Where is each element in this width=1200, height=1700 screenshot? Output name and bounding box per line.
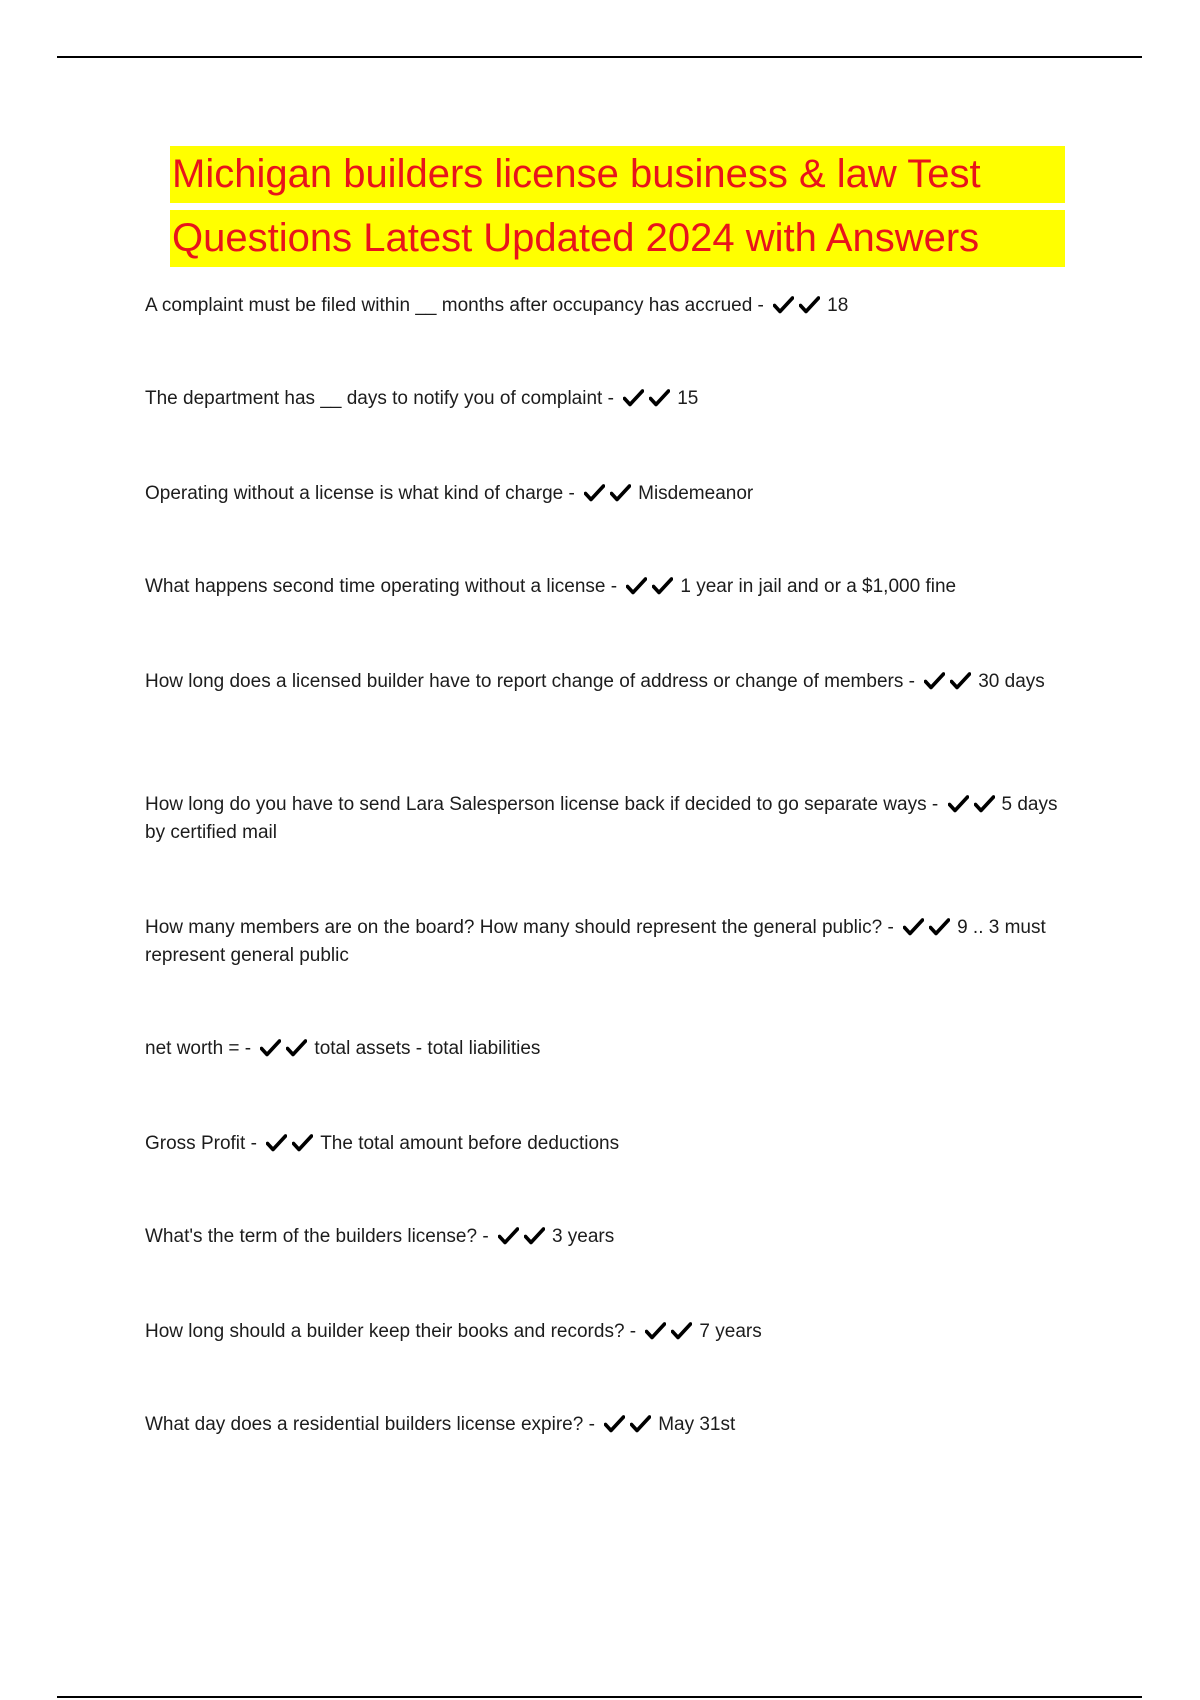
qa-item xyxy=(145,1130,1075,1158)
qa-item xyxy=(145,480,1075,508)
question-text: How long does a licensed builder have to report change of address or change of members - xyxy=(145,671,915,692)
answer-text: 15 xyxy=(677,388,699,409)
qa-item xyxy=(145,1223,1075,1251)
double-checkmark-icon xyxy=(584,480,636,508)
double-checkmark-icon xyxy=(260,1035,312,1063)
double-checkmark-icon xyxy=(645,1318,697,1346)
question-text: The department has __ days to notify you of complaint - xyxy=(145,388,614,409)
double-checkmark-icon xyxy=(924,668,976,696)
qa-item xyxy=(145,1411,1075,1439)
answer-text: 7 years xyxy=(699,1321,762,1342)
title-line-1: Michigan builders license business & law Test xyxy=(170,146,1065,203)
answer-text: 18 xyxy=(827,295,849,316)
question-text: net worth = - xyxy=(145,1038,252,1059)
answer-text: 1 year in jail and or a $1,000 fine xyxy=(680,576,957,597)
double-checkmark-icon xyxy=(773,292,825,320)
answer-text: Misdemeanor xyxy=(638,483,754,504)
qa-item xyxy=(145,668,1075,696)
answer-text: 5 days by certified mail xyxy=(145,794,1058,843)
document-title xyxy=(170,146,1065,274)
question-text: What happens second time operating without a license - xyxy=(145,576,618,597)
answer-text: The total amount before deductions xyxy=(320,1133,620,1154)
answer-text: total assets - total liabilities xyxy=(314,1038,541,1059)
question-text: A complaint must be filed within __ months after occupancy has accrued - xyxy=(145,295,764,316)
question-text: Operating without a license is what kind of charge - xyxy=(145,483,575,504)
qa-item xyxy=(145,1318,1075,1346)
double-checkmark-icon xyxy=(626,573,678,601)
double-checkmark-icon xyxy=(498,1223,550,1251)
answer-text: 9 .. 3 must represent general public xyxy=(145,917,1046,966)
question-text: How long should a builder keep their books and records? - xyxy=(145,1321,637,1342)
answer-text: 30 days xyxy=(978,671,1045,692)
question-text: How long do you have to send Lara Salesperson license back if decided to go separate ways - xyxy=(145,794,939,815)
qa-item xyxy=(145,292,1075,320)
qa-item xyxy=(145,385,1075,413)
question-text: What's the term of the builders license? - xyxy=(145,1226,489,1247)
qa-item xyxy=(145,1035,1075,1063)
double-checkmark-icon xyxy=(903,914,955,942)
double-checkmark-icon xyxy=(604,1411,656,1439)
top-rule xyxy=(57,56,1142,58)
qa-item xyxy=(145,791,1075,847)
double-checkmark-icon xyxy=(266,1130,318,1158)
question-text: Gross Profit - xyxy=(145,1133,257,1154)
qa-item xyxy=(145,914,1075,970)
double-checkmark-icon xyxy=(948,791,1000,819)
answer-text: 3 years xyxy=(551,1226,615,1247)
bottom-rule xyxy=(57,1696,1142,1698)
question-text: How many members are on the board? How many should represent the general public? - xyxy=(145,917,894,938)
double-checkmark-icon xyxy=(623,385,675,413)
question-text: What day does a residential builders license expire? - xyxy=(145,1414,595,1435)
title-line-2: Questions Latest Updated 2024 with Answers xyxy=(170,210,1065,267)
qa-item xyxy=(145,573,1075,601)
answer-text: May 31st xyxy=(658,1414,736,1435)
